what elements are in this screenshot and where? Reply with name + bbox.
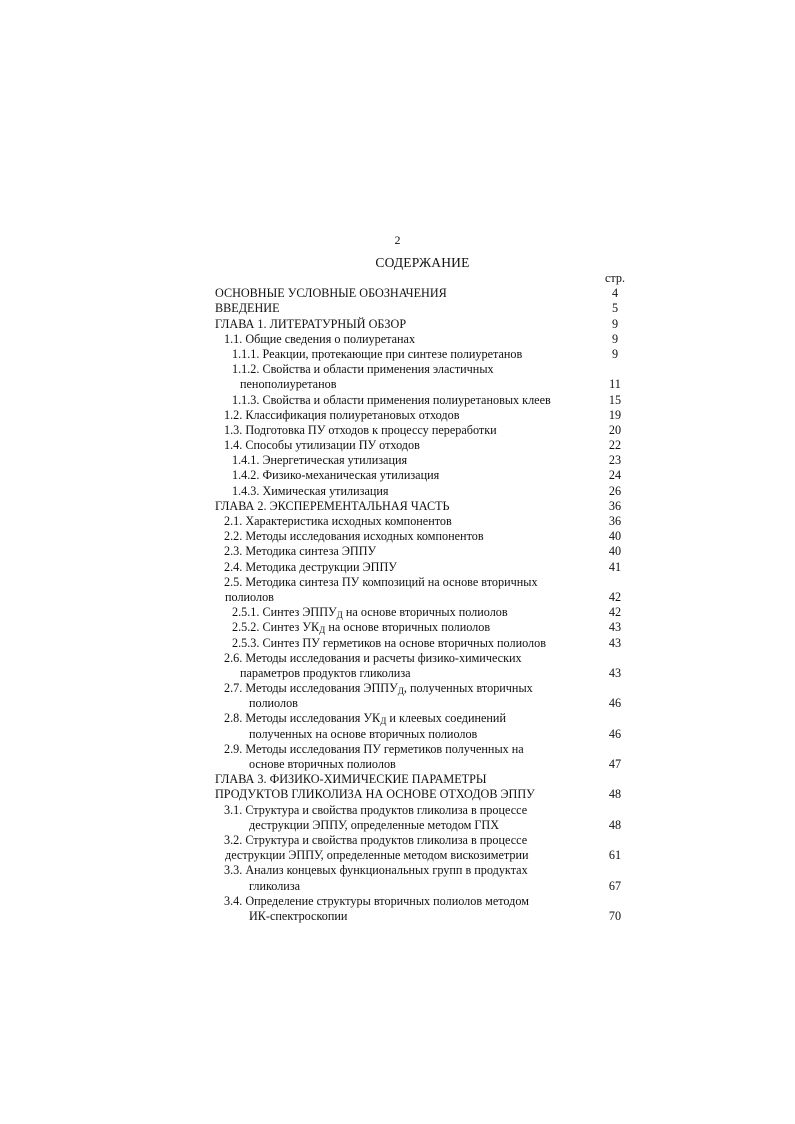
toc-entry-text: 3.4. Определение структуры вторичных полиолов методом: [224, 893, 529, 908]
toc-entry-text: ГЛАВА 2. ЭКСПЕРЕМЕНТАЛЬНАЯ ЧАСТЬ: [215, 498, 450, 513]
toc-entry-text: 1.4.2. Физико-механическая утилизация: [232, 468, 440, 483]
toc-entry: [215, 301, 635, 316]
toc-entry: [215, 317, 635, 332]
toc-entry-page: 23: [608, 453, 622, 468]
toc-entry-page: 36: [608, 498, 622, 513]
toc-entry: [215, 423, 635, 438]
toc-entry-page: 42: [608, 589, 622, 604]
toc-entry-page: 43: [608, 635, 622, 650]
toc-entry: [215, 803, 635, 818]
toc-entry-page: 70: [608, 908, 622, 923]
toc-entry-text: 2.3. Методика синтеза ЭППУ: [224, 544, 377, 559]
toc-entry: [215, 377, 635, 392]
toc-entry-text: 2.4. Методика деструкции ЭППУ: [224, 559, 397, 574]
toc-entry-text: 1.4. Способы утилизации ПУ отходов: [224, 438, 420, 453]
toc-entry-text: 3.3. Анализ концевых функциональных групп в продуктах: [224, 863, 528, 878]
toc-entry-text: 2.5.1. Синтез $ЭППУ_Д$ на основе вторичных полиолов: [232, 605, 508, 621]
toc-entry-page: 5: [611, 301, 619, 316]
toc-entry-page: 9: [611, 331, 619, 346]
toc-entry: [215, 833, 635, 848]
toc-entry-text: полиолов: [225, 589, 274, 604]
toc-entry-page: 36: [608, 514, 622, 528]
toc-entry-page: 11: [609, 377, 621, 392]
toc-entry-text: 2.8. Методы исследования $УК_Д$ и клеевых соединений: [224, 711, 506, 727]
toc-entry: [215, 711, 635, 726]
toc-entry-page: 40: [608, 529, 622, 544]
toc-entry: [215, 787, 635, 802]
toc-entry-page: 40: [608, 544, 622, 559]
toc-entry-text: параметров продуктов гликолиза: [240, 665, 411, 680]
toc-entry-text: 2.9. Методы исследования ПУ герметиков полученных на: [224, 741, 524, 756]
toc-entry-text: 2.5. Методика синтеза ПУ композиций на основе вторичных: [224, 574, 538, 589]
toc-entry: [215, 879, 635, 894]
toc-entry: [215, 514, 635, 529]
toc-entry-page: 47: [608, 757, 622, 771]
toc-entry: [215, 529, 635, 544]
toc-entry: [215, 393, 635, 408]
toc-entry: [215, 544, 635, 559]
toc-entry-text: 2.2. Методы исследования исходных компонентов: [224, 529, 484, 544]
toc-entry-page: 42: [608, 605, 622, 620]
toc-entry-text: 1.2. Классификация полиуретановых отходов: [224, 407, 460, 422]
toc-entry-text: 3.2. Структура и свойства продуктов гликолиза в процессе: [224, 832, 528, 847]
toc-entry: [215, 848, 635, 863]
toc-entry: [215, 681, 635, 696]
toc-entry-text: полученных на основе вторичных полиолов: [249, 726, 478, 741]
toc-entry-text: 1.1.1. Реакции, протекающие при синтезе полиуретанов: [232, 346, 523, 361]
toc-entry-page: 67: [608, 878, 622, 893]
toc-entry-page: 4: [611, 286, 619, 301]
toc-entry-text: основе вторичных полиолов: [249, 757, 396, 771]
toc-entry-page: 46: [608, 726, 622, 741]
toc-entry-page: 22: [608, 438, 622, 453]
toc-entry-page: 15: [608, 392, 622, 407]
toc-entry: [215, 286, 635, 301]
toc-entry-text: деструкции ЭППУ, определенные методом ГПХ: [249, 817, 499, 832]
toc-entry: [215, 560, 635, 575]
toc-entry-text: ГЛАВА 1. ЛИТЕРАТУРНЫЙ ОБЗОР: [215, 316, 407, 331]
table-of-contents: [215, 271, 635, 924]
toc-entry-text: ИК-спектроскопии: [249, 908, 348, 923]
toc-entry-text: 1.1. Общие сведения о полиуретанах: [224, 331, 416, 346]
toc-entry: [215, 499, 635, 514]
toc-entry: [215, 636, 635, 651]
toc-entry: [215, 590, 635, 605]
toc-entry-text: деструкции ЭППУ, определенные методом вискозиметрии: [225, 848, 529, 863]
toc-entry-text: ВВЕДЕНИЕ: [215, 301, 280, 316]
toc-entry: [215, 362, 635, 377]
toc-entry: [215, 757, 635, 772]
toc-entry: [215, 620, 635, 635]
toc-entry-page: 48: [608, 787, 622, 802]
toc-entry-text: полиолов: [249, 696, 298, 711]
toc-entry: [215, 575, 635, 590]
toc-entry: [215, 727, 635, 742]
page-column-label: стр.: [604, 271, 626, 285]
toc-entry-text: 2.6. Методы исследования и расчеты физико-химических: [224, 650, 522, 665]
toc-entry-text: 1.1.2. Свойства и области применения эластичных: [232, 362, 494, 377]
toc-entry-text: 1.4.3. Химическая утилизация: [232, 483, 389, 498]
toc-entry: [215, 863, 635, 878]
toc-entry-text: ОСНОВНЫЕ УСЛОВНЫЕ ОБОЗНАЧЕНИЯ: [215, 286, 447, 301]
toc-entry-text: 2.5.3. Синтез ПУ герметиков на основе вторичных полиолов: [232, 635, 546, 650]
toc-entry: [215, 696, 635, 711]
toc-entry-text: ПРОДУКТОВ ГЛИКОЛИЗА НА ОСНОВЕ ОТХОДОВ ЭППУ: [215, 787, 535, 802]
toc-entry-page: 20: [608, 422, 622, 437]
toc-entry-text: 2.7. Методы исследования $ЭППУ_Д$, полученных вторичных: [224, 681, 533, 697]
toc-entry-text: гликолиза: [249, 878, 301, 893]
toc-entry: [215, 453, 635, 468]
page-number: 2: [394, 233, 401, 247]
toc-entry-text: 2.5.2. Синтез $УК_Д$ на основе вторичных полиолов: [232, 620, 491, 636]
toc-entry: [215, 332, 635, 347]
toc-entry-page: 24: [608, 468, 622, 483]
toc-entry: [215, 438, 635, 453]
toc-entry-page: 61: [608, 848, 622, 863]
toc-entry-page: 9: [611, 316, 619, 331]
toc-entry-text: пенополиуретанов: [240, 377, 337, 392]
toc-entry: [215, 818, 635, 833]
toc-entry-page: 19: [608, 407, 622, 422]
toc-entry-page: 43: [608, 620, 622, 635]
toc-entry: [215, 651, 635, 666]
toc-entry: [215, 605, 635, 620]
toc-entry-page: 26: [608, 483, 622, 498]
toc-entry-text: 1.1.3. Свойства и области применения полиуретановых клеев: [232, 392, 551, 407]
page-title: СОДЕРЖАНИЕ: [375, 255, 470, 270]
toc-header-row: [215, 271, 635, 286]
toc-entry: [215, 666, 635, 681]
toc-entry: [215, 468, 635, 483]
toc-entry-text: 1.3. Подготовка ПУ отходов к процессу переработки: [224, 422, 497, 437]
toc-entry-page: 48: [608, 817, 622, 832]
toc-entry-page: 43: [608, 665, 622, 680]
toc-entry: [215, 347, 635, 362]
toc-entry-text: 2.1. Характеристика исходных компонентов: [224, 514, 452, 528]
toc-entry-text: ГЛАВА 3. ФИЗИКО-ХИМИЧЕСКИЕ ПАРАМЕТРЫ: [215, 772, 487, 787]
toc-entry-text: 1.4.1. Энергетическая утилизация: [232, 453, 408, 468]
toc-entry: [215, 909, 635, 924]
toc-entry-page: 41: [608, 559, 622, 574]
toc-entry: [215, 484, 635, 499]
toc-entry: [215, 408, 635, 423]
toc-entry: [215, 894, 635, 909]
toc-entry-text: 3.1. Структура и свойства продуктов гликолиза в процессе: [224, 802, 528, 817]
toc-entry: [215, 742, 635, 757]
toc-entry: [215, 772, 635, 787]
toc-entry-page: 9: [611, 346, 619, 361]
toc-entry-page: 46: [608, 696, 622, 711]
